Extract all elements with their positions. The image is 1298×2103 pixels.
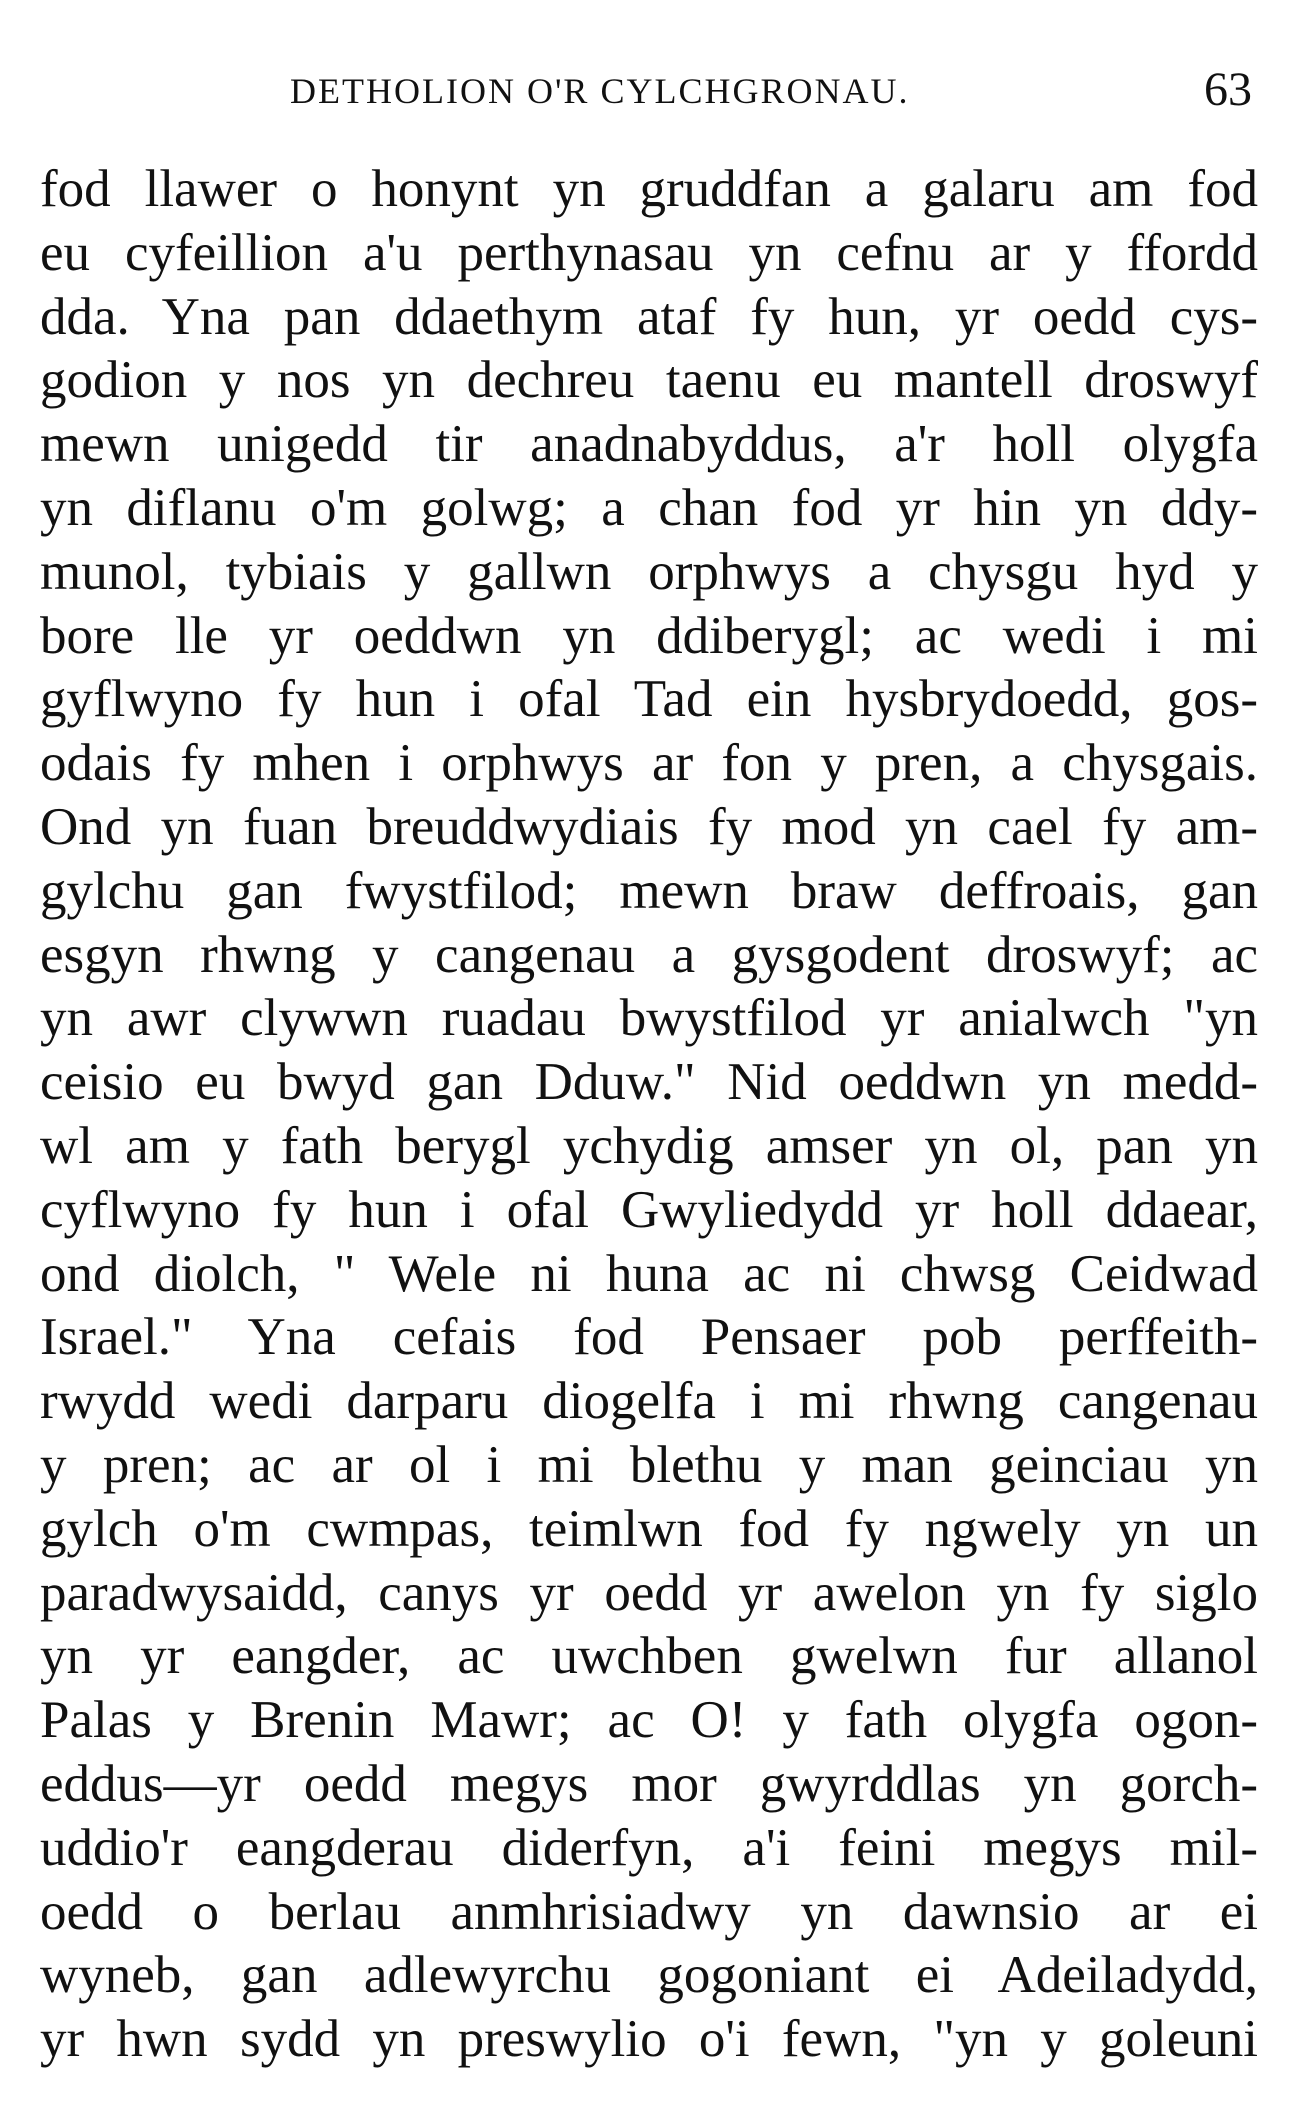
page-number: 63 <box>1204 63 1252 116</box>
text-line: yn awr clywwn ruadau bwystfilod yr anialwch "yn <box>40 989 1258 1048</box>
text-line: munol, tybiais y gallwn orphwys a chysgu hyd y <box>40 542 1258 601</box>
text-line: esgyn rhwng y cangenau a gysgodent droswyf; ac <box>40 925 1258 984</box>
text-line: eddus—yr oedd megys mor gwyrddlas yn gorch- <box>40 1754 1258 1813</box>
text-line: odais fy mhen i orphwys ar fon y pren, a chysgais. <box>40 734 1258 793</box>
text-line: gyflwyno fy hun i ofal Tad ein hysbrydoedd, gos- <box>40 670 1258 729</box>
text-line: eu cyfeillion a'u perthynasau yn cefnu ar y ffordd <box>40 223 1258 282</box>
text-line: yn diflanu o'm golwg; a chan fod yr hin yn ddy- <box>40 478 1258 537</box>
text-line: mewn unigedd tir anadnabyddus, a'r holl olygfa <box>40 415 1258 474</box>
text-line: cyflwyno fy hun i ofal Gwyliedydd yr holl ddaear, <box>40 1180 1258 1239</box>
text-line: gylchu gan fwystfilod; mewn braw deffroais, gan <box>40 861 1258 920</box>
text-line: dda. Yna pan ddaethym ataf fy hun, yr oedd cys- <box>40 287 1258 346</box>
body-text <box>40 158 1258 2072</box>
text-line: paradwysaidd, canys yr oedd yr awelon yn fy siglo <box>40 1563 1258 1622</box>
text-line: bore lle yr oeddwn yn ddiberygl; ac wedi i mi <box>40 606 1258 665</box>
text-line: gylch o'm cwmpas, teimlwn fod fy ngwely yn un <box>40 1499 1258 1558</box>
text-line: rwydd wedi darparu diogelfa i mi rhwng cangenau <box>40 1372 1258 1431</box>
text-line: ond diolch, " Wele ni huna ac ni chwsg Ceidwad <box>40 1244 1258 1303</box>
text-line: yr hwn sydd yn preswylio o'i fewn, "yn y goleuni <box>40 2010 1258 2069</box>
text-line: uddio'r eangderau diderfyn, a'i feini megys mil- <box>40 1818 1258 1877</box>
text-line: y pren; ac ar ol i mi blethu y man geinciau yn <box>40 1435 1258 1494</box>
text-line: oedd o berlau anmhrisiadwy yn dawnsio ar ei <box>40 1882 1258 1941</box>
text-line: godion y nos yn dechreu taenu eu mantell droswyf <box>40 351 1258 410</box>
text-line: wl am y fath berygl ychydig amser yn ol, pan yn <box>40 1116 1258 1175</box>
text-line: Israel." Yna cefais fod Pensaer pob perffeith- <box>40 1308 1258 1367</box>
running-title: DETHOLION O'R CYLCHGRONAU. <box>290 71 910 111</box>
text-line: Ond yn fuan breuddwydiais fy mod yn cael fy am- <box>40 797 1258 856</box>
running-header <box>40 62 1258 122</box>
book-page <box>40 0 1258 2103</box>
text-line: Palas y Brenin Mawr; ac O! y fath olygfa ogon- <box>40 1691 1258 1750</box>
text-line: wyneb, gan adlewyrchu gogoniant ei Adeiladydd, <box>40 1946 1258 2005</box>
text-line: fod llawer o honynt yn gruddfan a galaru am fod <box>40 160 1258 218</box>
text-line: ceisio eu bwyd gan Dduw." Nid oeddwn yn medd- <box>40 1053 1258 1112</box>
text-line: yn yr eangder, ac uwchben gwelwn fur allanol <box>40 1627 1258 1686</box>
